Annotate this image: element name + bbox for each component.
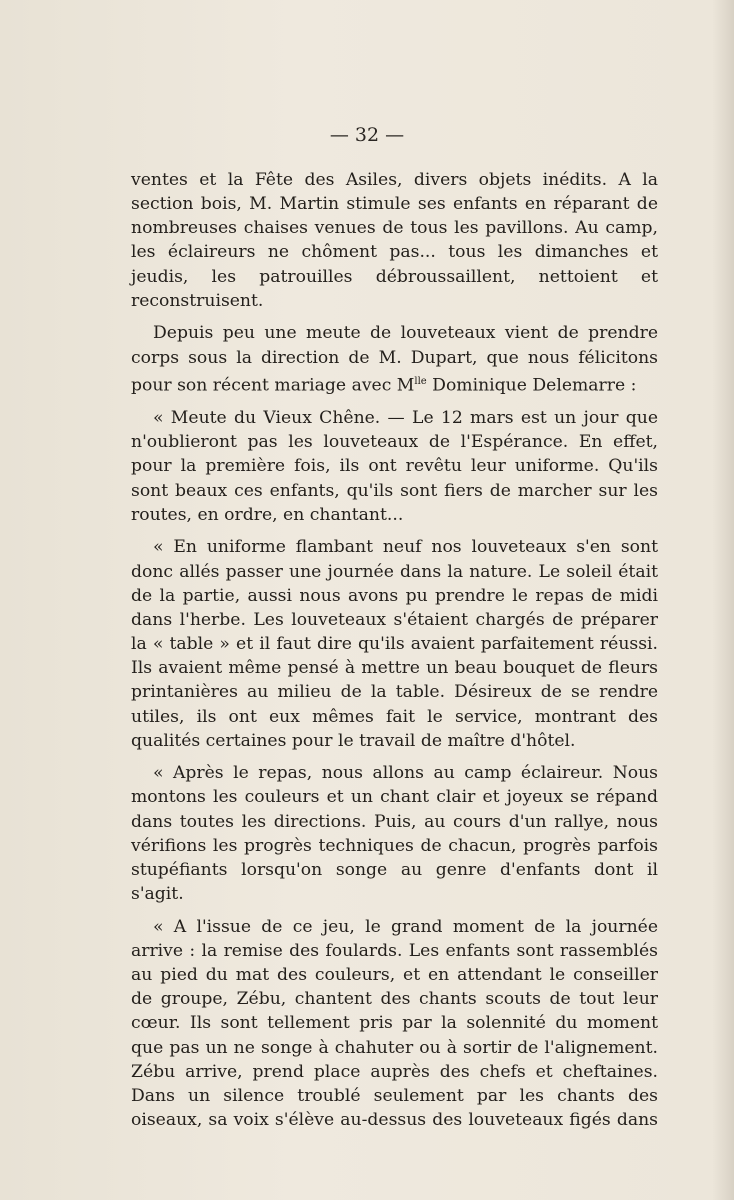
paragraph-1: ventes et la Fête des Asiles, divers objets inédits. A la section bois, M. Martin stimule ses enfants en réparant de nombreuses chaises venues de tous les pavillons. Au camp, les éclaireurs ne chôment pas... tous les dimanches et jeudis, les patrouilles débroussaillent, nettoient et reconstruisent.: [131, 170, 658, 311]
paragraph-2: [131, 321, 658, 397]
body-text: [131, 168, 658, 1141]
paragraph-3: « Meute du Vieux Chêne. — Le 12 mars est un jour que n'oublieront pas les louveteaux de l'Espérance. En effet, pour la première fois, ils ont revêtu leur uniforme. Qu'ils sont beaux ces enfants, qu'ils sont fiers de marcher sur les routes, en ordre, en chantant...: [131, 408, 658, 525]
page-edge-shadow: [712, 0, 734, 1200]
mademoiselle-superscript: lle: [414, 375, 427, 387]
paragraph-6: « A l'issue de ce jeu, le grand moment de la journée arrive : la remise des foulards. Les enfants sont rassemblés au pied du mat des couleurs, et en attendant le conseiller de groupe, Zébu, chantent des chants scouts de tout leur cœur. Ils sont tellement pris par la solennité du moment que pas un ne songe à chahuter ou à sortir de l'alignement. Zébu arrive, prend place auprès des chefs et cheftaines. Dans un silence troublé seulement par les chants des oiseaux, sa voix s'élève au-dessus des louveteaux figés dans: [131, 916, 658, 1131]
paragraph-2-text-after: Dominique Delemarre :: [426, 375, 637, 396]
paragraph-2-text: Depuis peu une meute de louveteaux vient de prendre corps sous la direction de M. Dupart, que nous félicitons pour son récent mariage avec M: [131, 323, 658, 396]
paragraph-4: « En uniforme flambant neuf nos louveteaux s'en sont donc allés passer une journée dans la nature. Le soleil était de la partie, aussi nous avons pu prendre le repas de midi dans l'herbe. Les louveteaux s'étaient chargés de préparer la « table » et il faut dire qu'ils avaient parfaitement réussi. Ils avaient même pensé à mettre un beau bouquet de fleurs printanières au milieu de la table. Désireux de se rendre utiles, ils ont eux mêmes fait le service, montrant des qualités certaines pour le travail de maître d'hôtel.: [131, 537, 658, 751]
paragraph-5: « Après le repas, nous allons au camp éclaireur. Nous montons les couleurs et un chant clair et joyeux se répand dans toutes les directions. Puis, au cours d'un rallye, nous vérifions les progrès techniques de chacun, progrès parfois stupéfiants lorsqu'on songe au genre d'enfants dont il s'agit.: [131, 763, 658, 905]
page-number: — 32 —: [329, 124, 405, 146]
